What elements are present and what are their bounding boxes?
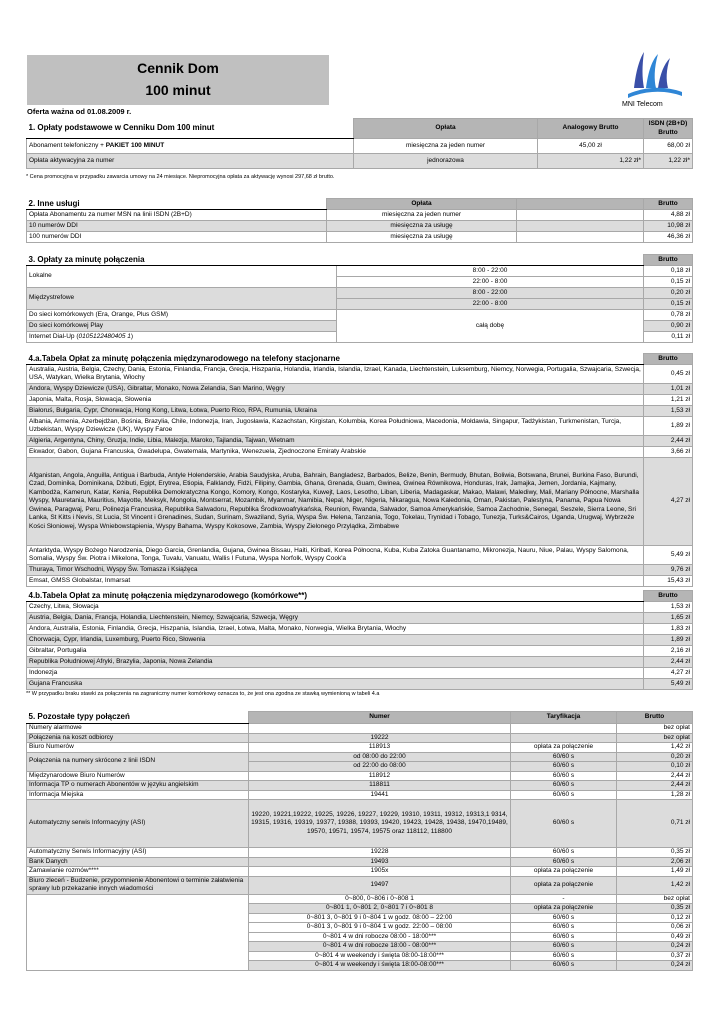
table-row: Andora, Wyspy Dziewicze (USA), Gibraltar, Monako, Nowa Zelandia, San Marino, Węgry 1,01 zł [27,384,693,395]
table-row: 0~800, 0~806 i 0~808 1 - bez opłat [27,894,693,904]
table-row: Andora, Australia, Estonia, Finlandia, Grecja, Hiszpania, Islandia, Izrael, Łotwa, Malta, Monako, Norwegia, Wielka Brytania, Włochy 1,83 zł [27,624,693,635]
section-title: 4.b.Tabela Opłat za minutę połączenia międzynarodowego (komórkowe**) [27,591,644,602]
section-other-connections [26,711,692,971]
section-title: 2. Inne usługi [27,199,327,210]
table-row: Do sieci komórkowej Play 0,90 zł [27,321,693,332]
table-row: Japonia, Malta, Rosja, Słowacja, Słowenia 1,21 zł [27,395,693,406]
table-row: Biuro Numerów 118913 opłata za połączenie 1,42 zł [27,743,693,753]
table-row: 22:00 - 8:00 0,15 zł [27,277,693,288]
table-row: 100 numerów DDI miesięczna za usługę 46,36 zł [27,232,693,243]
table-row: Opłata aktywacyjna za numer jednorazowa 1,22 zł* 1,22 zł* [27,154,693,169]
table-row: Republika Południowej Afryki, Brazylia, Japonia, Nowa Zelandia 2,44 zł [27,657,693,668]
table-row: 0~801 4 w dni robocze 08:00 - 18:00*** 60/60 s 0,49 zł [27,932,693,942]
table-row: Emsat, GMSS Globalstar, Inmarsat 15,43 zł [27,576,693,587]
section-title: 3. Opłaty za minutę połączenia [27,255,644,266]
table-row: Numery alarmowe bez opłat [27,724,693,734]
table-row: Algieria, Argentyna, Chiny, Gruzja, Indie, Libia, Malezja, Maroko, Tajlandia, Tajwan, Wietnam 2,44 zł [27,436,693,447]
table-row: Automatyczny Serwis Informacyjny (ASI) 19228 60/60 s 0,35 zł [27,848,693,858]
table-row: Thuraya, Timor Wschodni, Wyspy Św. Tomasza i Książęca 9,76 zł [27,565,693,576]
table-row: Zamawianie rozmów**** 1905x opłata za połączenie 1,49 zł [27,867,693,877]
logo-text: MNI Telecom [622,101,663,108]
col-header-brutto: Brutto [644,199,693,210]
table-row: Abonament telefoniczny + PAKIET 100 MINUT miesięczna za jeden numer 45,00 zł 68,00 zł [27,139,693,154]
section-international-landline [26,353,692,587]
table-row: 22:00 - 8:00 0,15 zł [27,299,693,310]
table-row: Gujana Francuska 5,49 zł [27,679,693,690]
section-basic-fees [26,118,692,181]
table-row: Gibraltar, Portugalia 2,16 zł [27,646,693,657]
table-row: 0~801 4 w weekendy i święta 08:00-18:00*** 60/60 s 0,37 zł [27,951,693,961]
col-header-brutto: Brutto [644,255,693,266]
col-header-tariff: Taryfikacja [511,712,617,724]
table-row: Czechy, Litwa, Słowacja 1,53 zł [27,602,693,613]
table-row: Informacja TP o numerach Abonentów w języku angielskim 118811 60/60 s 2,44 zł [27,781,693,791]
page-subtitle: 100 minut [145,82,211,98]
table-row: Austria, Belgia, Dania, Francja, Holandia, Liechtenstein, Niemcy, Szwajcaria, Szwecja, Węgry 1,65 zł [27,613,693,624]
col-header-analog: Analogowy Brutto [538,119,644,139]
table-row: Lokalne 8:00 - 22:00 0,18 zł [27,266,693,277]
col-header-brutto: Brutto [644,591,693,602]
footnote: * Cena promocyjna w przypadku zawarcia umowy na 24 miesiące. Niepromocyjna opłata za aktywację wynosi 297,68 zł brutto. [26,174,335,180]
table-row: Internet Dial-Up (0105122480405 1) 0,11 zł [27,332,693,343]
section-other-services [26,198,692,243]
table-row: Antarktyda, Wyspy Bożego Narodzenia, Diego Garcia, Grenlandia, Gujana, Gwinea Bissau, Haiti, Kiribati, Korea Północna, Kuba, Kuba Zatoka Guantanamo, Mikronezja, Nauru, Niue, Palau, Wyspy Salomona, Somalia, Wyspy Św. Piotra i Mikelona, Tonga, Tuvalu, Vanuatu, Wallis I Futuna, Wyspa Norfolk, Wyspy Cook'a 5,49 zł [27,546,693,565]
col-header-brutto: Brutto [644,354,693,365]
table-row: 0~801 4 w weekendy i święta 18:00-08:00*** 60/60 s 0,24 zł [27,961,693,971]
table-row: Międzynarodowe Biuro Numerów 118912 60/60 s 2,44 zł [27,771,693,781]
table-row: Bank Danych 19493 60/60 s 2,06 zł [27,857,693,867]
table-row: Albania, Armenia, Azerbejdżan, Bośnia, Brazylia, Chile, Indonezja, Iran, Jugosławia, Kazachstan, Kirgistan, Kolumbia, Korea Południowa, Macedonia, Mołdawia, Singapur, Tadżykistan, Turkmenistan, Turcja, Uzbekistan, Wyspy Dziewicze (UK), Wyspy Faroe 1,89 zł [27,417,693,436]
table-row: Ekwador, Gabon, Gujana Francuska, Gwadelupa, Gwatemala, Martynika, Wenezuela, Zjednoczone Emiraty Arabskie 3,66 zł [27,447,693,458]
col-header-brutto: Brutto [617,712,693,724]
table-row: Połączenia na numery skrócone z linii ISDN od 08:00 do 22:00 60/60 s 0,20 zł [27,752,693,762]
table-row: 0~801 3, 0~801 9 i 0~804 1 w godz. 22:00 – 08:00 60/60 s 0,06 zł [27,923,693,933]
table-row: 10 numerów DDI miesięczna za usługę 10,98 zł [27,221,693,232]
footnote: ** W przypadku braku stawki za połączenia na zagraniczny numer komórkowy oznacza to, że jest ona zgodna ze stawką wymienioną w tabeli 4.a [26,691,380,697]
table-row: Informacja Miejska 19441 60/60 s 1,28 zł [27,790,693,800]
section-international-mobile [26,590,692,698]
table-row: Chorwacja, Cypr, Irlandia, Luxemburg, Puerto Rico, Słowenia 1,89 zł [27,635,693,646]
section-title: 4.a.Tabela Opłat za minutę połączenia międzynarodowego na telefony stacjonarne [27,354,644,365]
table-row: 0~801 3, 0~801 9 i 0~804 1 w godz. 08:00 – 22:00 60/60 s 0,12 zł [27,913,693,923]
page-title: Cennik Dom [137,60,219,76]
table-row: Australia, Austria, Belgia, Czechy, Dania, Estonia, Finlandia, Francja, Grecja, Hiszpania, Holandia, Irlandia, Islandia, Izrael, Kanada, Liechtenstein, Luksemburg, Niemcy, Norwegia, Portugalia, Szwajcaria, Szwecja, USA, Watykan, Wielka Brytania, Włochy 0,45 zł [27,365,693,384]
table-row: Indonezja 4,27 zł [27,668,693,679]
col-header-fee: Opłata [354,119,538,139]
section-title: 1. Opłaty podstawowe w Cenniku Dom 100 minut [27,119,354,139]
table-row: 0~801 4 w dni robocze 18:00 - 08:00*** 60/60 s 0,24 zł [27,942,693,952]
col-header-number: Numer [249,712,511,724]
table-row: Afganistan, Angola, Anguilla, Antigua i Barbuda, Antyle Holenderskie, Arabia Saudyjska, Aruba, Bahrain, Bangladesz, Barbados, Belize, Benin, Bermudy, Bhutan, Boliwia, Botswana, Brunei, Burkina Faso, Burundi, Czad, Dominika, Dominikana, Dżibuti, Egipt, Erytrea, Etiopia, Falklandy, Fidżi, Filipiny, Gambia, Ghana, Grenada, Guam, Gwinea, Gwinea Równikowa, Honduras, Irak, Jamajka, Jemen, Jordania, Kajmany, Kambodża, Kamerun, Katar, Kenia, Republika Demokratyczna Kongo, Komory, Kongo, Kostaryka, Kuwejt, Laos, Lesotho, Liban, Liberia, Madagaskar, Makao, Malawi, Malediwy, Mali, Mariany Północne, Marshalla Wyspy, Mauretania, Mauritius, Mayotte, Meksyk, Mongolia, Montserrat, Mozambik, Myanmar, Namibia, Nepal, Niger, Nigeria, Nikaragua, Nowa Kaledonia, Oman, Pakistan, Palestyna, Panama, Papua Nowa Gwinea, Paragwaj, Peru, Polinezja Francuska, Republika Salwadoru, Republika Środkowoafrykańska, Reunion, Rwanda, Salwador, Samoa Amerykańskie, Samoa Zachodnie, Senegal, Seszele, Sierra Leone, Sri Lanka, St Kitts i Nevis, St Lucia, St Vincent i Grenadines, Sudan, Surinam, Swaziland, Syria, Wyspa Św. Helena, Tanzania, Togo, Tokelau, Trynidad i Tobago, Tunezja, Turks&Cairos, Uganda, Urugwaj, Wybrzeże Kości Słoniowej, Wyspa Wniebowstąpienia, Wyspy Bahama, Wyspy Kokosowe, Zambia, Wyspy Zielonego Przylądka, Zimbabwe 4,27 zł [27,458,693,546]
table-row: Automatyczny serwis Informacyjny (ASI) 19220, 19221,19222, 19225, 19226, 19227, 19229, 19310, 19311, 19312, 19313,1 9314, 19315, 19316, 19319, 19377, 19388, 19393, 19420, 19423, 19428, 19438, 19470,19489, 19570, 19571, 19574, 19575 oraz 118112, 118800 60/60 s 0,71 zł [27,800,693,848]
table-row: Do sieci komórkowych (Era, Orange, Plus GSM) całą dobę 0,78 zł [27,310,693,321]
table-row: Opłata Abonamentu za numer MSN na linii ISDN (2B+D) miesięczna za jeden numer 4,88 zł [27,210,693,221]
col-header-fee: Opłata [327,199,517,210]
table-row: Biuro zleceń - Budzenie, przypomnienie Abonentowi o terminie załatwienia sprawy lub przekazanie innych wiadomości 19497 opłata za połączenie 1,42 zł [27,876,693,894]
col-header-isdn: ISDN (2B+D) Brutto [644,119,693,139]
section-title: 5. Pozostałe typy połączeń [27,712,249,724]
table-row: 0~801 1, 0~801 2, 0~801 7 i 0~801 8 opłata za połączenie 0,35 zł [27,904,693,914]
table-row: Białoruś, Bułgaria, Cypr, Chorwacja, Hong Kong, Litwa, Łotwa, Puerto Rico, RPA, Rumunia, Ukraina 1,53 zł [27,406,693,417]
section-minute-fees [26,254,692,343]
valid-date: Oferta ważna od 01.08.2009 r. [27,107,132,116]
table-row: Międzystrefowe 8:00 - 22:00 0,20 zł [27,288,693,299]
table-row: Połączenia na koszt odbiorcy 19222 bez opłat [27,733,693,743]
title-box [27,55,329,105]
table-row: od 22:00 do 08:00 60/60 s 0,10 zł [27,762,693,772]
